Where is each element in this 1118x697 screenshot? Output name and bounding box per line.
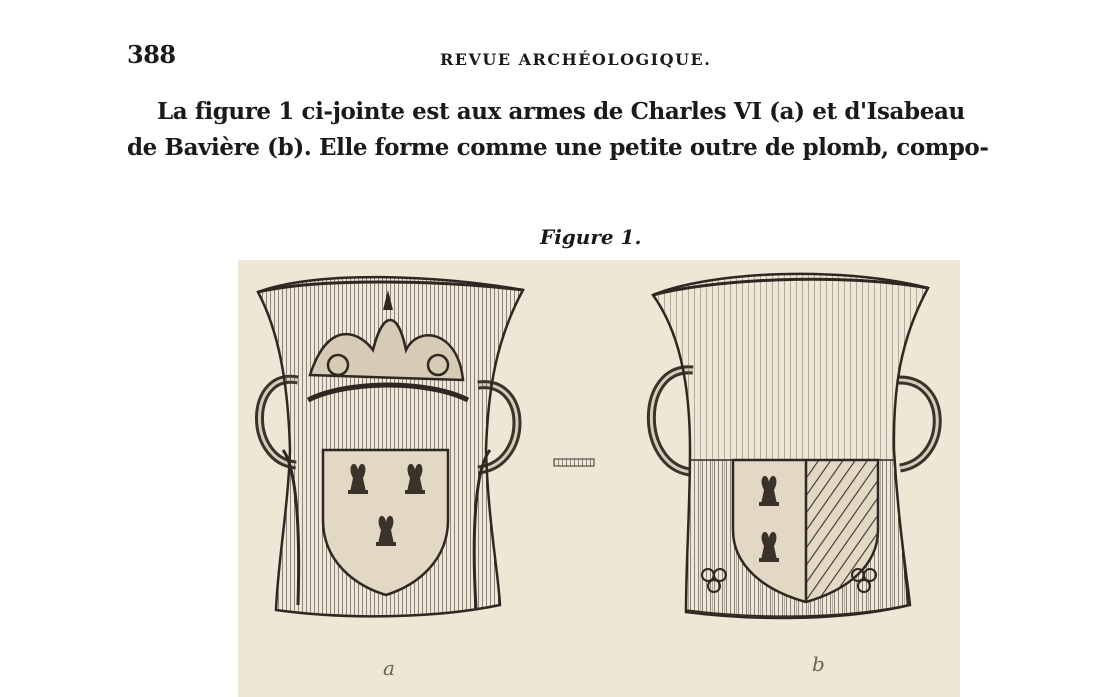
page-number: 388 (127, 40, 176, 69)
figure-caption: Figure 1. (540, 225, 642, 249)
body-paragraph (127, 94, 1057, 166)
body-line-2: de Bavière (b). Elle forme comme une petite outre de plomb, compo- (127, 134, 989, 161)
center-mark (554, 459, 594, 466)
figure-label-b: b (812, 652, 825, 676)
vessel-b (651, 274, 937, 618)
vessel-b-right-handle (898, 380, 937, 468)
running-head: REVUE ARCHÉOLOGIQUE. (440, 50, 712, 69)
vessel-a (258, 277, 523, 616)
body-line-1: La figure 1 ci-jointe est aux armes de Charles VI (a) et d'Isabeau (157, 98, 965, 125)
engraving-illustration (238, 260, 960, 697)
figure-plate (238, 260, 960, 697)
figure-label-a: a (383, 656, 395, 680)
